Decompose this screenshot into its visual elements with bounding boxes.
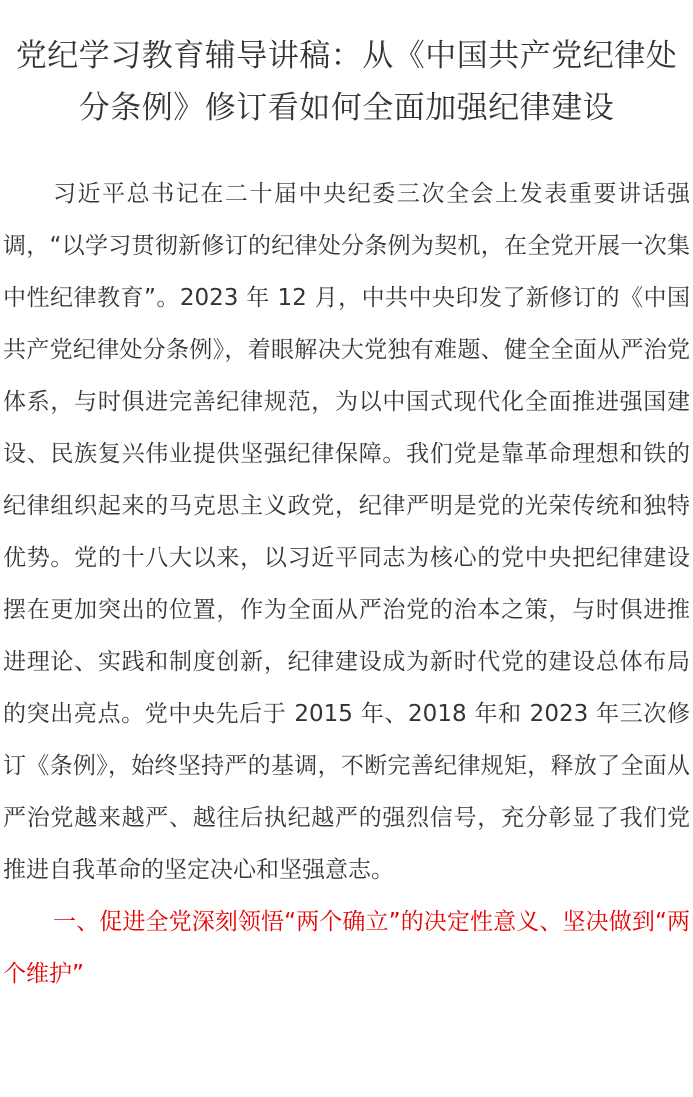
article-paragraph: 习近平总书记在二十届中央纪委三次全会上发表重要讲话强调，“以学习贯彻新修订的纪律处分条例为契机，在全党开展一次集中性纪律教育”。2023 年 12 月，中共中央印发了新修订的《中国共产党纪律处分条例》，着眼解决大党独有难题、健全全面从严治党体系，与时俱进完善纪律规范，为以中国式现代化全面推进强国建设、民族复兴伟业提供坚强纪律保障。我们党是靠革命理想和铁的纪律组织起来的马克思主义政党，纪律严明是党的光荣传统和独特优势。党的十八大以来，以习近平同志为核心的党中央把纪律建设摆在更加突出的位置，作为全面从严治党的治本之策，与时俱进推进理论、实践和制度创新，纪律建设成为新时代党的建设总体布局的突出亮点。党中央先后于 2015 年、2018 年和 2023 年三次修订《条例》，始终坚持严的基调，不断完善纪律规矩，释放了全面从严治党越来越严、越往后执纪越严的强烈信号，充分彰显了我们党推进自我革命的坚定决心和坚强意志。 — [3, 181, 690, 883]
section-heading: 一、促进全党深刻领悟“两个确立”的决定性意义、坚决做到“两个维护” — [3, 909, 690, 987]
article-title: 党纪学习教育辅导讲稿：从《中国共产党纪律处分条例》修订看如何全面加强纪律建设 — [15, 38, 678, 126]
